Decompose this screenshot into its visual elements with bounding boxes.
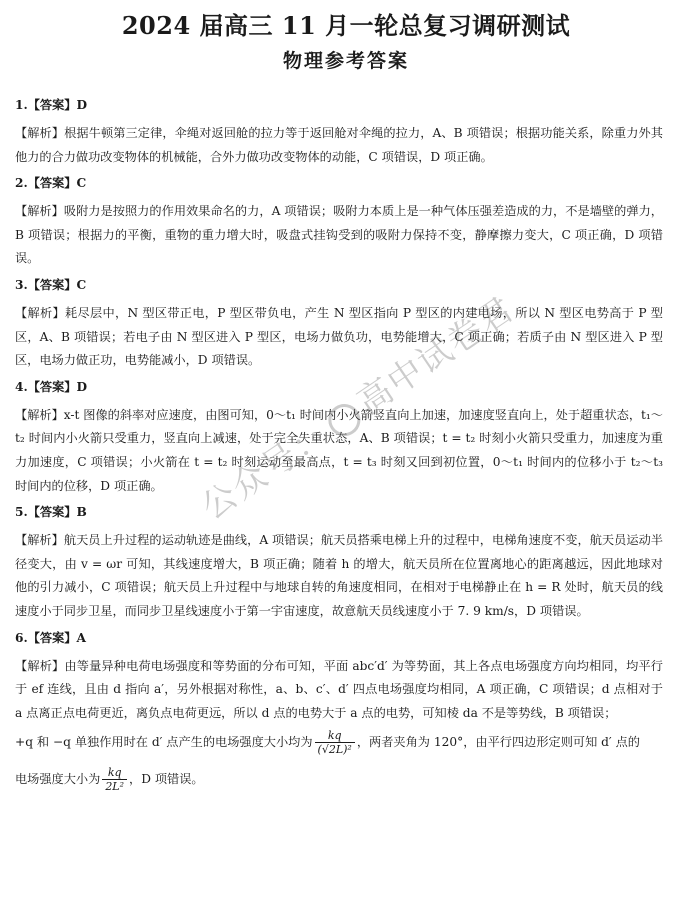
- question-5: [15, 503, 663, 623]
- question-2: [15, 174, 663, 271]
- fraction-denominator: 2L²: [105, 780, 125, 794]
- question-1: [15, 96, 663, 169]
- formula-line-2: [15, 766, 663, 793]
- formula-line-2-suffix: ，D 项错误。: [129, 772, 204, 787]
- fraction-denominator: (√2L)²: [317, 743, 352, 757]
- answer-label: 5.【答案】B: [15, 505, 87, 520]
- watermark-text-right: 高中试卷君: [350, 288, 522, 423]
- explanation-text: 【解析】耗尽层中，N 型区带正电，P 型区带负电，产生 N 型区指向 P 型区的内建电场，所以 N 型区电势高于 P 型区，A、B 项错误；若电子由 N 型区进入 P 型区，电场力做负功，电势能增大，C 项正确；若质子由 N 型区进入 P 型区，电场力做正功，电势能减小，D 项错误。: [15, 305, 663, 368]
- answer-label: 4.【答案】D: [15, 379, 88, 394]
- fraction-kq-over-2L-squared: [102, 766, 127, 793]
- question-3: [15, 276, 663, 373]
- answer-label: 2.【答案】C: [15, 176, 87, 191]
- formula-line-2-prefix: 电场强度大小为: [15, 772, 101, 787]
- explanation-text: 【解析】航天员上升过程的运动轨迹是曲线，A 项错误；航天员搭乘电梯上升的过程中，电梯角速度不变，航天员运动半径变大，由 v = ωr 可知，其线速度增大，B 项正确；随着 h 的增大，航天员所在位置离地心的距离越远，因此地球对他的引力减小，C 项错误；航天员上升过程中与地球自转的角速度相同，在相对于电梯静止在 h = R 处时，航天员的线速度小于同步卫星，而同步卫星线速度小于第一宇宙速度，故意航天员线速度小于 7. 9 km/s，D 项错误。: [15, 533, 663, 618]
- explanation-text: 【解析】x-t 图像的斜率对应速度，由图可知，0～t₁ 时间内小火箭竖直向上加速，加速度竖直向上，处于超重状态，t₁～t₂ 时间内小火箭只受重力，竖直向上减速，处于完全失重状态，A、B 项错误；t = t₂ 时刻小火箭只受重力，加速度为重力加速度，C 项错误；小火箭在 t = t₂ 时刻运动至最高点，t = t₃ 时刻又回到初位置，0～t₁ 时间内的位移小于 t₂～t₃ 时间内的位移，D 项正确。: [15, 407, 663, 493]
- answer-content: [15, 96, 663, 798]
- question-6: [15, 629, 663, 794]
- answer-label: 6.【答案】A: [15, 630, 86, 645]
- explanation-text: 【解析】由等量异种电荷电场强度和等势面的分布可知，平面 abc′d′ 为等势面，其上各点电场强度方向均相同，均平行于 ef 连线，且由 d 指向 a′，另外根据对称性，a、b、c′、d′ 四点电场强度均相同，A 项正确，C 项错误；d 点相对于 a 点离正点电荷更近，离负点电荷更远，所以 d 点的电势大于 a 点的电势，可知棱 da 不是等势线，B 项错误；: [15, 658, 663, 720]
- formula-line-1: [15, 729, 663, 756]
- formula-line-1-suffix: ，两者夹角为 120°，由平行四边形定则可知 d′ 点的: [356, 735, 640, 750]
- fraction-numerator: kq: [315, 729, 355, 743]
- answer-label: 3.【答案】C: [15, 277, 87, 292]
- page-subtitle: 物理参考答案: [282, 50, 409, 72]
- question-4: [15, 378, 663, 498]
- explanation-text: 【解析】吸附力是按照力的作用效果命名的力，A 项错误；吸附力本质上是一种气体压强差造成的力，不是墙壁的弹力，B 项错误；根据力的平衡，重物的重力增大时，吸盘式挂钩受到的吸附力保持不变，静摩擦力变大，C 项正确，D 项错误。: [15, 204, 663, 266]
- fraction-numerator: kq: [102, 766, 127, 780]
- watermark-text-left: 公众号：: [194, 414, 337, 528]
- answer-label: 1.【答案】D: [15, 98, 88, 112]
- fraction-kq-over-sqrt2L-squared: [315, 729, 355, 756]
- formula-line-1-prefix: +q 和 −q 单独作用时在 d′ 点产生的电场强度大小均为: [15, 735, 313, 750]
- page-title: 2024 届高三 11 月一轮总复习调研测试: [121, 11, 571, 40]
- explanation-text: 【解析】根据牛顿第三定律，伞绳对返回舱的拉力等于返回舱对伞绳的拉力，A、B 项错误；根据功能关系，除重力外其他力的合力做功改变物体的机械能，合外力做功改变物体的动能，C 项错误，D 项正确。: [15, 126, 663, 164]
